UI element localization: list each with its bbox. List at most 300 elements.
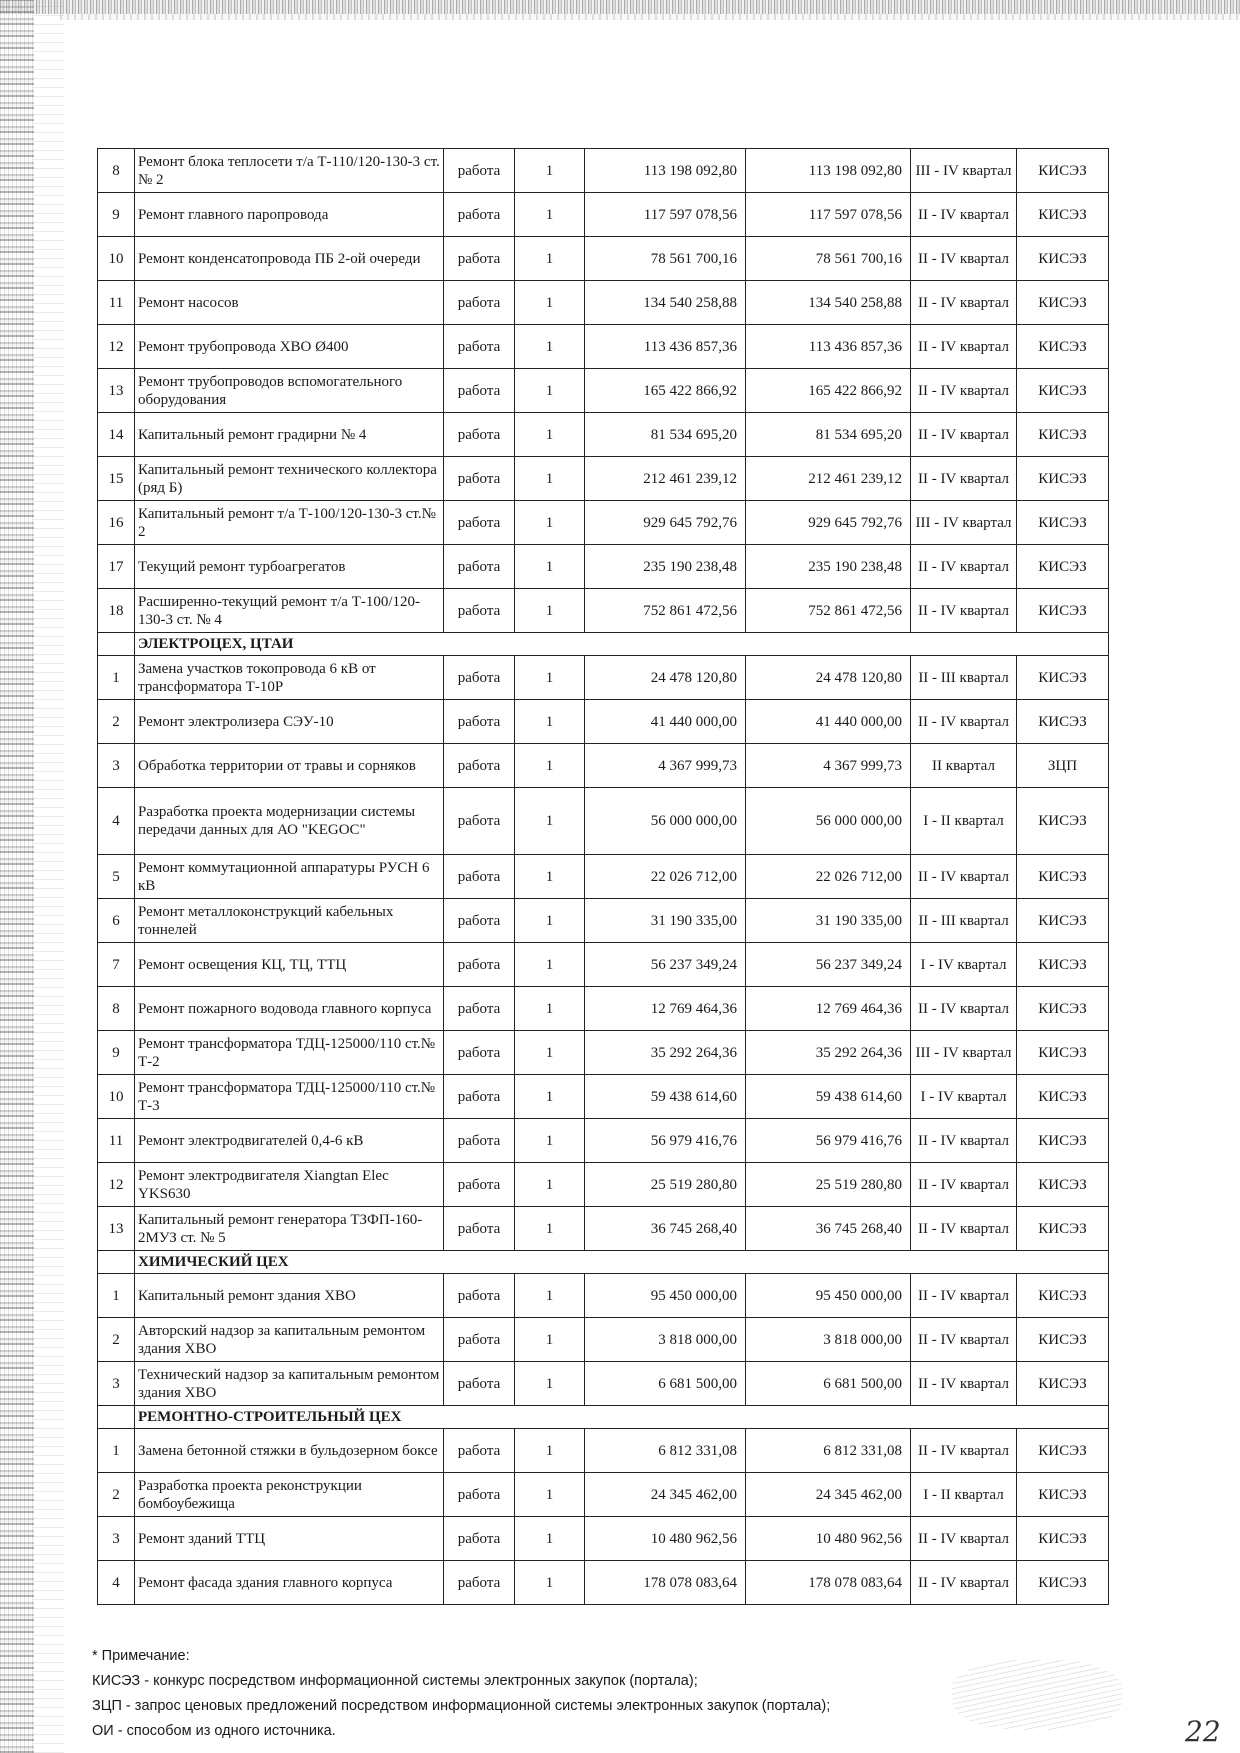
planned-amount-cell: 3 818 000,00 <box>585 1318 746 1362</box>
total-amount-cell: 78 561 700,16 <box>746 237 911 281</box>
row-number-cell: 1 <box>98 1429 135 1473</box>
row-number-cell: 12 <box>98 1163 135 1207</box>
procurement-period-cell: II - IV квартал <box>911 193 1017 237</box>
quantity-cell: 1 <box>515 545 585 589</box>
table-row <box>98 1075 1109 1119</box>
row-number-cell: 1 <box>98 656 135 700</box>
planned-amount-cell: 56 979 416,76 <box>585 1119 746 1163</box>
total-amount-cell: 12 769 464,36 <box>746 987 911 1031</box>
footnote-line: КИСЭЗ - конкурс посредством информационной системы электронных закупок (портала); <box>92 1673 698 1689</box>
planned-amount-cell: 31 190 335,00 <box>585 899 746 943</box>
total-amount-cell: 6 812 331,08 <box>746 1429 911 1473</box>
table-row <box>98 1517 1109 1561</box>
quantity-cell: 1 <box>515 1318 585 1362</box>
work-name-cell: Капитальный ремонт т/а Т-100/120-130-3 ст.№ 2 <box>135 501 444 545</box>
total-amount-cell: 117 597 078,56 <box>746 193 911 237</box>
planned-amount-cell: 4 367 999,73 <box>585 744 746 788</box>
section-number-cell <box>98 1251 135 1274</box>
row-number-cell: 6 <box>98 899 135 943</box>
quantity-cell: 1 <box>515 700 585 744</box>
total-amount-cell: 6 681 500,00 <box>746 1362 911 1406</box>
row-number-cell: 9 <box>98 1031 135 1075</box>
table-row <box>98 1163 1109 1207</box>
row-number-cell: 14 <box>98 413 135 457</box>
procurement-method-cell: КИСЭЗ <box>1017 281 1109 325</box>
total-amount-cell: 22 026 712,00 <box>746 855 911 899</box>
procurement-period-cell: III - IV квартал <box>911 501 1017 545</box>
procurement-method-cell: КИСЭЗ <box>1017 1119 1109 1163</box>
table-row <box>98 193 1109 237</box>
planned-amount-cell: 235 190 238,48 <box>585 545 746 589</box>
planned-amount-cell: 36 745 268,40 <box>585 1207 746 1251</box>
work-name-cell: Ремонт фасада здания главного корпуса <box>135 1561 444 1605</box>
unit-of-measure-cell: работа <box>444 1561 515 1605</box>
scan-noise-top <box>0 0 1240 14</box>
work-name-cell: Ремонт трансформатора ТДЦ-125000/110 ст.№ Т-2 <box>135 1031 444 1075</box>
work-name-cell: Ремонт трансформатора ТДЦ-125000/110 ст.№ Т-3 <box>135 1075 444 1119</box>
procurement-period-cell: II - IV квартал <box>911 1119 1017 1163</box>
work-name-cell: Ремонт металлоконструкций кабельных тоннелей <box>135 899 444 943</box>
work-name-cell: Ремонт коммутационной аппаратуры РУСН 6 кВ <box>135 855 444 899</box>
procurement-method-cell: КИСЭЗ <box>1017 656 1109 700</box>
planned-amount-cell: 929 645 792,76 <box>585 501 746 545</box>
table-row <box>98 1318 1109 1362</box>
unit-of-measure-cell: работа <box>444 369 515 413</box>
procurement-period-cell: III - IV квартал <box>911 149 1017 193</box>
table-row <box>98 1119 1109 1163</box>
planned-amount-cell: 59 438 614,60 <box>585 1075 746 1119</box>
planned-amount-cell: 95 450 000,00 <box>585 1274 746 1318</box>
work-name-cell: Текущий ремонт турбоагрегатов <box>135 545 444 589</box>
total-amount-cell: 36 745 268,40 <box>746 1207 911 1251</box>
scan-noise-top-light <box>60 14 1240 20</box>
quantity-cell: 1 <box>515 899 585 943</box>
table-row <box>98 325 1109 369</box>
footnotes <box>92 1644 830 1744</box>
planned-amount-cell: 56 000 000,00 <box>585 788 746 855</box>
unit-of-measure-cell: работа <box>444 788 515 855</box>
procurement-method-cell: КИСЭЗ <box>1017 545 1109 589</box>
quantity-cell: 1 <box>515 744 585 788</box>
procurement-period-cell: II - IV квартал <box>911 413 1017 457</box>
procurement-method-cell: КИСЭЗ <box>1017 899 1109 943</box>
procurement-period-cell: II - IV квартал <box>911 1517 1017 1561</box>
unit-of-measure-cell: работа <box>444 413 515 457</box>
procurement-period-cell: II - IV квартал <box>911 545 1017 589</box>
procurement-method-cell: КИСЭЗ <box>1017 413 1109 457</box>
section-title: РЕМОНТНО-СТРОИТЕЛЬНЫЙ ЦЕХ <box>135 1406 1109 1429</box>
table-row <box>98 149 1109 193</box>
procurement-method-cell: КИСЭЗ <box>1017 1274 1109 1318</box>
row-number-cell: 9 <box>98 193 135 237</box>
planned-amount-cell: 113 198 092,80 <box>585 149 746 193</box>
table-row <box>98 656 1109 700</box>
work-name-cell: Ремонт главного паропровода <box>135 193 444 237</box>
section-header-row <box>98 633 1109 656</box>
planned-amount-cell: 10 480 962,56 <box>585 1517 746 1561</box>
procurement-method-cell: КИСЭЗ <box>1017 855 1109 899</box>
row-number-cell: 2 <box>98 700 135 744</box>
quantity-cell: 1 <box>515 149 585 193</box>
procurement-period-cell: III - IV квартал <box>911 1031 1017 1075</box>
unit-of-measure-cell: работа <box>444 656 515 700</box>
work-name-cell: Авторский надзор за капитальным ремонтом здания ХВО <box>135 1318 444 1362</box>
quantity-cell: 1 <box>515 788 585 855</box>
quantity-cell: 1 <box>515 943 585 987</box>
procurement-period-cell: II - IV квартал <box>911 1207 1017 1251</box>
quantity-cell: 1 <box>515 1207 585 1251</box>
row-number-cell: 10 <box>98 1075 135 1119</box>
table-row <box>98 1362 1109 1406</box>
quantity-cell: 1 <box>515 1119 585 1163</box>
table-row <box>98 1473 1109 1517</box>
section-title: ХИМИЧЕСКИЙ ЦЕХ <box>135 1251 1109 1274</box>
table-body <box>98 149 1109 1605</box>
section-header-row <box>98 1251 1109 1274</box>
work-name-cell: Разработка проекта модернизации системы передачи данных для АО "KEGOC" <box>135 788 444 855</box>
total-amount-cell: 4 367 999,73 <box>746 744 911 788</box>
quantity-cell: 1 <box>515 1075 585 1119</box>
planned-amount-cell: 752 861 472,56 <box>585 589 746 633</box>
unit-of-measure-cell: работа <box>444 1362 515 1406</box>
unit-of-measure-cell: работа <box>444 281 515 325</box>
work-name-cell: Ремонт пожарного водовода главного корпуса <box>135 987 444 1031</box>
unit-of-measure-cell: работа <box>444 899 515 943</box>
table-row <box>98 457 1109 501</box>
work-name-cell: Ремонт электродвигателя Xiangtan Elec YKS630 <box>135 1163 444 1207</box>
unit-of-measure-cell: работа <box>444 1163 515 1207</box>
procurement-method-cell: КИСЭЗ <box>1017 369 1109 413</box>
total-amount-cell: 113 198 092,80 <box>746 149 911 193</box>
procurement-period-cell: II - IV квартал <box>911 325 1017 369</box>
total-amount-cell: 41 440 000,00 <box>746 700 911 744</box>
work-name-cell: Замена бетонной стяжки в бульдозерном боксе <box>135 1429 444 1473</box>
unit-of-measure-cell: работа <box>444 855 515 899</box>
work-name-cell: Капитальный ремонт здания ХВО <box>135 1274 444 1318</box>
row-number-cell: 13 <box>98 369 135 413</box>
procurement-period-cell: II - IV квартал <box>911 1561 1017 1605</box>
procurement-period-cell: II квартал <box>911 744 1017 788</box>
procurement-period-cell: II - IV квартал <box>911 855 1017 899</box>
row-number-cell: 15 <box>98 457 135 501</box>
procurement-method-cell: КИСЭЗ <box>1017 1207 1109 1251</box>
unit-of-measure-cell: работа <box>444 545 515 589</box>
unit-of-measure-cell: работа <box>444 589 515 633</box>
table-row <box>98 700 1109 744</box>
total-amount-cell: 95 450 000,00 <box>746 1274 911 1318</box>
unit-of-measure-cell: работа <box>444 1031 515 1075</box>
procurement-method-cell: КИСЭЗ <box>1017 1031 1109 1075</box>
unit-of-measure-cell: работа <box>444 457 515 501</box>
procurement-method-cell: КИСЭЗ <box>1017 149 1109 193</box>
quantity-cell: 1 <box>515 1473 585 1517</box>
procurement-period-cell: II - IV квартал <box>911 237 1017 281</box>
row-number-cell: 17 <box>98 545 135 589</box>
row-number-cell: 8 <box>98 987 135 1031</box>
procurement-period-cell: II - IV квартал <box>911 589 1017 633</box>
row-number-cell: 16 <box>98 501 135 545</box>
procurement-table <box>97 148 1109 1605</box>
planned-amount-cell: 41 440 000,00 <box>585 700 746 744</box>
quantity-cell: 1 <box>515 1031 585 1075</box>
table-row <box>98 545 1109 589</box>
row-number-cell: 8 <box>98 149 135 193</box>
unit-of-measure-cell: работа <box>444 149 515 193</box>
handwritten-page-number: 22 <box>1185 1715 1221 1748</box>
unit-of-measure-cell: работа <box>444 943 515 987</box>
table-row <box>98 281 1109 325</box>
procurement-method-cell: КИСЭЗ <box>1017 987 1109 1031</box>
row-number-cell: 10 <box>98 237 135 281</box>
work-name-cell: Ремонт блока теплосети т/а Т-110/120-130-3 ст. № 2 <box>135 149 444 193</box>
table-row <box>98 744 1109 788</box>
total-amount-cell: 3 818 000,00 <box>746 1318 911 1362</box>
row-number-cell: 11 <box>98 1119 135 1163</box>
unit-of-measure-cell: работа <box>444 1274 515 1318</box>
procurement-method-cell: КИСЭЗ <box>1017 943 1109 987</box>
procurement-method-cell: КИСЭЗ <box>1017 193 1109 237</box>
row-number-cell: 1 <box>98 1274 135 1318</box>
procurement-period-cell: II - IV квартал <box>911 281 1017 325</box>
procurement-method-cell: КИСЭЗ <box>1017 1561 1109 1605</box>
work-name-cell: Ремонт насосов <box>135 281 444 325</box>
quantity-cell: 1 <box>515 193 585 237</box>
planned-amount-cell: 6 681 500,00 <box>585 1362 746 1406</box>
quantity-cell: 1 <box>515 987 585 1031</box>
quantity-cell: 1 <box>515 1517 585 1561</box>
table-row <box>98 1031 1109 1075</box>
procurement-method-cell: КИСЭЗ <box>1017 1318 1109 1362</box>
quantity-cell: 1 <box>515 1429 585 1473</box>
unit-of-measure-cell: работа <box>444 987 515 1031</box>
total-amount-cell: 59 438 614,60 <box>746 1075 911 1119</box>
planned-amount-cell: 56 237 349,24 <box>585 943 746 987</box>
table-row <box>98 413 1109 457</box>
total-amount-cell: 56 237 349,24 <box>746 943 911 987</box>
procurement-period-cell: II - IV квартал <box>911 369 1017 413</box>
planned-amount-cell: 24 345 462,00 <box>585 1473 746 1517</box>
total-amount-cell: 24 478 120,80 <box>746 656 911 700</box>
work-name-cell: Ремонт трубопроводов вспомогательного оборудования <box>135 369 444 413</box>
work-name-cell: Ремонт зданий ТТЦ <box>135 1517 444 1561</box>
procurement-period-cell: II - IV квартал <box>911 987 1017 1031</box>
quantity-cell: 1 <box>515 1362 585 1406</box>
procurement-period-cell: II - III квартал <box>911 656 1017 700</box>
table-row <box>98 369 1109 413</box>
row-number-cell: 18 <box>98 589 135 633</box>
table-row <box>98 1274 1109 1318</box>
unit-of-measure-cell: работа <box>444 1075 515 1119</box>
table-row <box>98 1561 1109 1605</box>
table-row <box>98 987 1109 1031</box>
section-header-row <box>98 1406 1109 1429</box>
work-name-cell: Разработка проекта реконструкции бомбоубежища <box>135 1473 444 1517</box>
unit-of-measure-cell: работа <box>444 1517 515 1561</box>
planned-amount-cell: 117 597 078,56 <box>585 193 746 237</box>
row-number-cell: 4 <box>98 788 135 855</box>
section-title: ЭЛЕКТРОЦЕХ, ЦТАИ <box>135 633 1109 656</box>
procurement-method-cell: КИСЭЗ <box>1017 1473 1109 1517</box>
section-number-cell <box>98 1406 135 1429</box>
unit-of-measure-cell: работа <box>444 1207 515 1251</box>
unit-of-measure-cell: работа <box>444 325 515 369</box>
total-amount-cell: 134 540 258,88 <box>746 281 911 325</box>
procurement-method-cell: КИСЭЗ <box>1017 325 1109 369</box>
total-amount-cell: 178 078 083,64 <box>746 1561 911 1605</box>
work-name-cell: Капитальный ремонт технического коллектора (ряд Б) <box>135 457 444 501</box>
work-name-cell: Ремонт трубопровода ХВО Ø400 <box>135 325 444 369</box>
quantity-cell: 1 <box>515 656 585 700</box>
quantity-cell: 1 <box>515 237 585 281</box>
row-number-cell: 2 <box>98 1318 135 1362</box>
procurement-period-cell: II - IV квартал <box>911 457 1017 501</box>
quantity-cell: 1 <box>515 281 585 325</box>
table-row <box>98 501 1109 545</box>
quantity-cell: 1 <box>515 413 585 457</box>
quantity-cell: 1 <box>515 325 585 369</box>
work-name-cell: Капитальный ремонт генератора ТЗФП-160-2МУЗ ст. № 5 <box>135 1207 444 1251</box>
table-row <box>98 589 1109 633</box>
row-number-cell: 12 <box>98 325 135 369</box>
procurement-period-cell: II - III квартал <box>911 899 1017 943</box>
total-amount-cell: 31 190 335,00 <box>746 899 911 943</box>
work-name-cell: Капитальный ремонт градирни № 4 <box>135 413 444 457</box>
total-amount-cell: 165 422 866,92 <box>746 369 911 413</box>
procurement-method-cell: КИСЭЗ <box>1017 501 1109 545</box>
total-amount-cell: 35 292 264,36 <box>746 1031 911 1075</box>
procurement-period-cell: I - II квартал <box>911 788 1017 855</box>
quantity-cell: 1 <box>515 589 585 633</box>
work-name-cell: Ремонт освещения КЦ, ТЦ, ТТЦ <box>135 943 444 987</box>
row-number-cell: 11 <box>98 281 135 325</box>
table-row <box>98 943 1109 987</box>
section-number-cell <box>98 633 135 656</box>
total-amount-cell: 235 190 238,48 <box>746 545 911 589</box>
procurement-method-cell: КИСЭЗ <box>1017 1075 1109 1119</box>
procurement-method-cell: КИСЭЗ <box>1017 788 1109 855</box>
total-amount-cell: 752 861 472,56 <box>746 589 911 633</box>
work-name-cell: Технический надзор за капитальным ремонтом здания ХВО <box>135 1362 444 1406</box>
procurement-period-cell: II - IV квартал <box>911 1163 1017 1207</box>
procurement-period-cell: II - IV квартал <box>911 1429 1017 1473</box>
procurement-method-cell: КИСЭЗ <box>1017 700 1109 744</box>
quantity-cell: 1 <box>515 855 585 899</box>
planned-amount-cell: 6 812 331,08 <box>585 1429 746 1473</box>
quantity-cell: 1 <box>515 369 585 413</box>
planned-amount-cell: 165 422 866,92 <box>585 369 746 413</box>
procurement-period-cell: II - IV квартал <box>911 1362 1017 1406</box>
work-name-cell: Ремонт конденсатопровода ПБ 2-ой очереди <box>135 237 444 281</box>
planned-amount-cell: 25 519 280,80 <box>585 1163 746 1207</box>
procurement-method-cell: КИСЭЗ <box>1017 237 1109 281</box>
procurement-method-cell: КИСЭЗ <box>1017 457 1109 501</box>
row-number-cell: 5 <box>98 855 135 899</box>
unit-of-measure-cell: работа <box>444 501 515 545</box>
faded-stamp <box>952 1660 1122 1730</box>
procurement-method-cell: КИСЭЗ <box>1017 1362 1109 1406</box>
row-number-cell: 4 <box>98 1561 135 1605</box>
procurement-method-cell: КИСЭЗ <box>1017 1517 1109 1561</box>
row-number-cell: 3 <box>98 1362 135 1406</box>
work-name-cell: Замена участков токопровода 6 кВ от трансформатора Т-10Р <box>135 656 444 700</box>
quantity-cell: 1 <box>515 1561 585 1605</box>
table-row <box>98 237 1109 281</box>
unit-of-measure-cell: работа <box>444 744 515 788</box>
total-amount-cell: 25 519 280,80 <box>746 1163 911 1207</box>
table-row <box>98 899 1109 943</box>
row-number-cell: 3 <box>98 1517 135 1561</box>
procurement-method-cell: КИСЭЗ <box>1017 1163 1109 1207</box>
procurement-period-cell: II - IV квартал <box>911 700 1017 744</box>
quantity-cell: 1 <box>515 1163 585 1207</box>
procurement-method-cell: ЗЦП <box>1017 744 1109 788</box>
work-name-cell: Ремонт электродвигателей 0,4-6 кВ <box>135 1119 444 1163</box>
planned-amount-cell: 178 078 083,64 <box>585 1561 746 1605</box>
procurement-period-cell: II - IV квартал <box>911 1318 1017 1362</box>
total-amount-cell: 929 645 792,76 <box>746 501 911 545</box>
planned-amount-cell: 24 478 120,80 <box>585 656 746 700</box>
planned-amount-cell: 22 026 712,00 <box>585 855 746 899</box>
quantity-cell: 1 <box>515 501 585 545</box>
footnote-heading: * Примечание: <box>92 1648 190 1664</box>
unit-of-measure-cell: работа <box>444 700 515 744</box>
planned-amount-cell: 212 461 239,12 <box>585 457 746 501</box>
table-row <box>98 788 1109 855</box>
scan-noise-left-margin <box>34 0 64 1753</box>
unit-of-measure-cell: работа <box>444 237 515 281</box>
work-name-cell: Обработка территории от травы и сорняков <box>135 744 444 788</box>
procurement-method-cell: КИСЭЗ <box>1017 589 1109 633</box>
total-amount-cell: 56 979 416,76 <box>746 1119 911 1163</box>
procurement-period-cell: I - II квартал <box>911 1473 1017 1517</box>
procurement-period-cell: II - IV квартал <box>911 1274 1017 1318</box>
planned-amount-cell: 81 534 695,20 <box>585 413 746 457</box>
table-row <box>98 1429 1109 1473</box>
unit-of-measure-cell: работа <box>444 1429 515 1473</box>
unit-of-measure-cell: работа <box>444 1119 515 1163</box>
footnote-line: ЗЦП - запрос ценовых предложений посредством информационной системы электронных закупок (портала); <box>92 1698 831 1714</box>
planned-amount-cell: 113 436 857,36 <box>585 325 746 369</box>
row-number-cell: 2 <box>98 1473 135 1517</box>
planned-amount-cell: 12 769 464,36 <box>585 987 746 1031</box>
planned-amount-cell: 134 540 258,88 <box>585 281 746 325</box>
work-name-cell: Расширенно-текущий ремонт т/а Т-100/120-130-3 ст. № 4 <box>135 589 444 633</box>
work-name-cell: Ремонт электролизера СЭУ-10 <box>135 700 444 744</box>
table-row <box>98 855 1109 899</box>
footnote-line: ОИ - способом из одного источника. <box>92 1723 336 1739</box>
unit-of-measure-cell: работа <box>444 1473 515 1517</box>
total-amount-cell: 56 000 000,00 <box>746 788 911 855</box>
total-amount-cell: 113 436 857,36 <box>746 325 911 369</box>
scan-noise-left-edge <box>0 0 34 1753</box>
row-number-cell: 13 <box>98 1207 135 1251</box>
table-row <box>98 1207 1109 1251</box>
unit-of-measure-cell: работа <box>444 193 515 237</box>
total-amount-cell: 81 534 695,20 <box>746 413 911 457</box>
total-amount-cell: 24 345 462,00 <box>746 1473 911 1517</box>
procurement-period-cell: I - IV квартал <box>911 943 1017 987</box>
procurement-period-cell: I - IV квартал <box>911 1075 1017 1119</box>
row-number-cell: 3 <box>98 744 135 788</box>
row-number-cell: 7 <box>98 943 135 987</box>
planned-amount-cell: 35 292 264,36 <box>585 1031 746 1075</box>
planned-amount-cell: 78 561 700,16 <box>585 237 746 281</box>
unit-of-measure-cell: работа <box>444 1318 515 1362</box>
total-amount-cell: 10 480 962,56 <box>746 1517 911 1561</box>
quantity-cell: 1 <box>515 457 585 501</box>
procurement-method-cell: КИСЭЗ <box>1017 1429 1109 1473</box>
total-amount-cell: 212 461 239,12 <box>746 457 911 501</box>
